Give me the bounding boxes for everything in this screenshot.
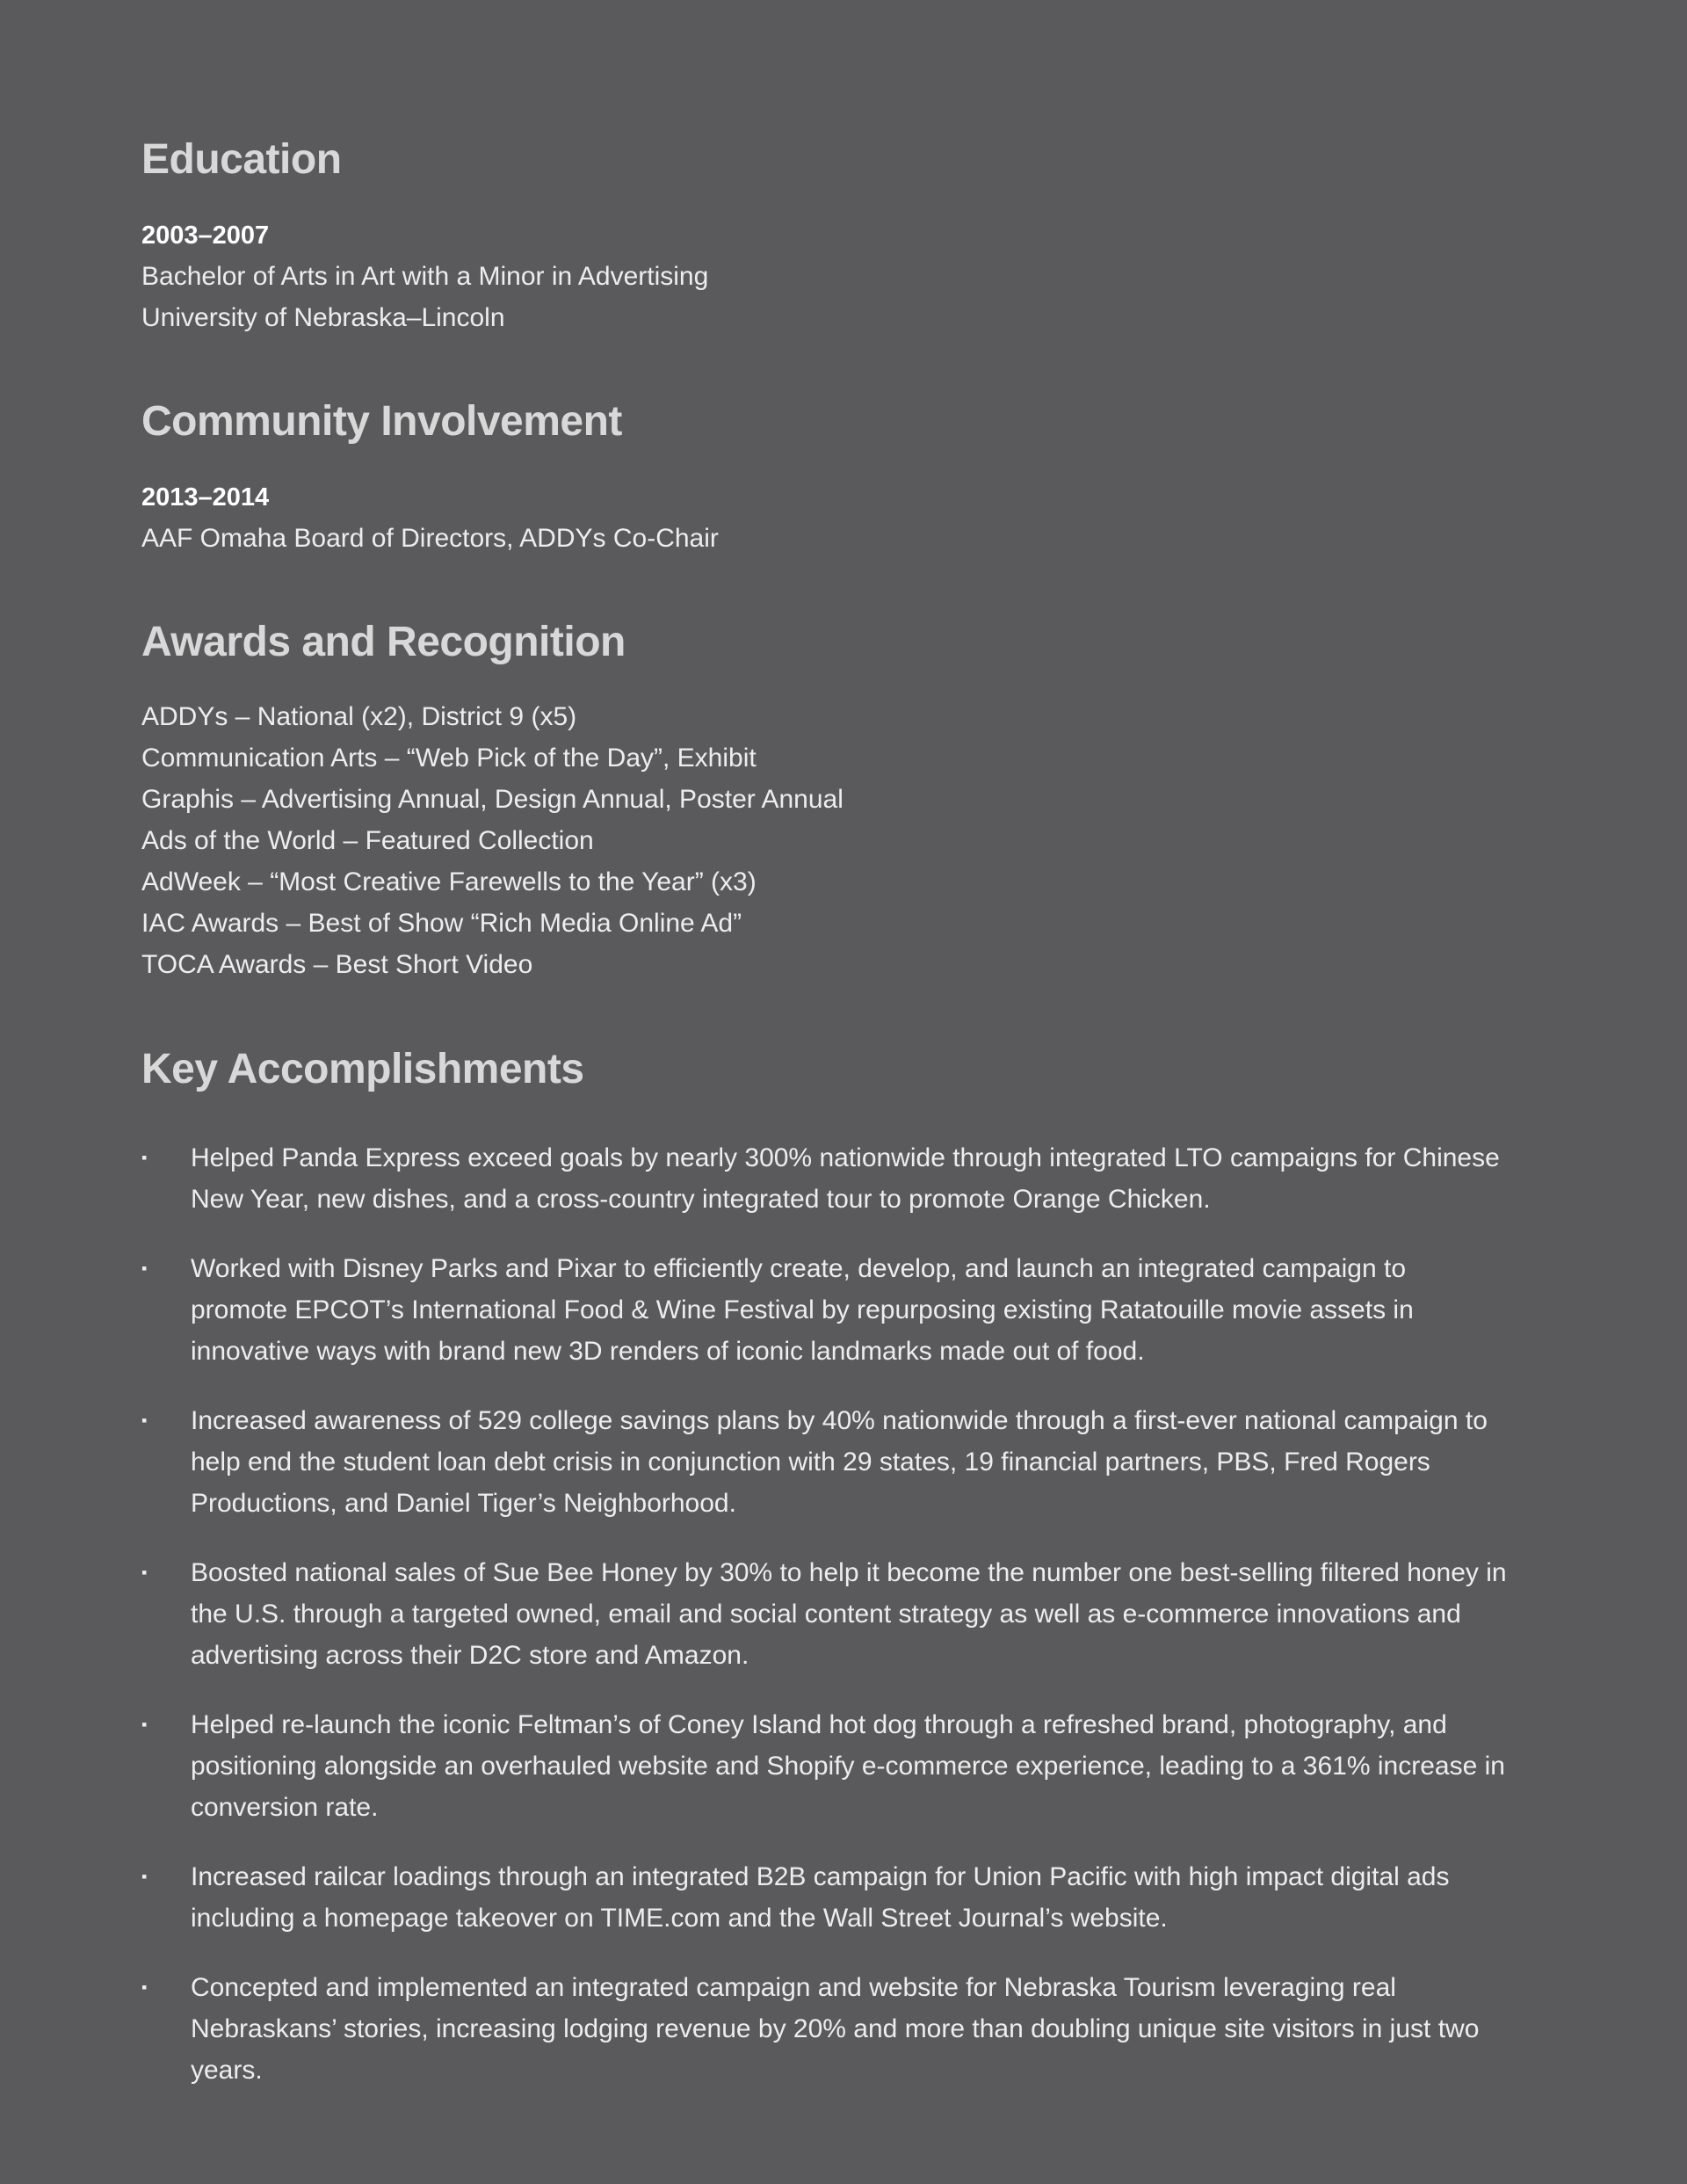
award-item: IAC Awards – Best of Show “Rich Media Online Ad” xyxy=(141,909,742,938)
education-school: University of Nebraska–Lincoln xyxy=(141,303,505,332)
accomplishment-text: Increased railcar loadings through an integrated B2B campaign for Union Pacific with high impact digital ads including a homepage takeover on TIME.com and the Wall Street Journal’s website. xyxy=(191,1862,1450,1933)
bullet-marker-icon: ▪ xyxy=(141,1411,148,1429)
awards-heading: Awards and Recognition xyxy=(141,619,626,665)
education-date: 2003–2007 xyxy=(141,221,270,250)
accomplishment-text: Helped re-launch the iconic Feltman’s of Coney Island hot dog through a refreshed brand, photography, and positioning alongside an overhauled website and Shopify e-commerce experience, leading to a 361% increase in conversion rate. xyxy=(191,1710,1505,1822)
bullet-marker-icon: ▪ xyxy=(141,1868,148,1885)
accomplishment-text: Worked with Disney Parks and Pixar to efficiently create, develop, and launch an integrated campaign to promote EPCOT’s International Food & Wine Festival by repurposing existing Ratatouille movie assets in innovative ways with brand new 3D renders of iconic landmarks made out of food. xyxy=(191,1254,1414,1366)
award-item: AdWeek – “Most Creative Farewells to the Year” (x3) xyxy=(141,867,757,896)
accomplishment-text: Concepted and implemented an integrated campaign and website for Nebraska Tourism leveraging real Nebraskans’ stories, increasing lodging revenue by 20% and more than doubling unique site visitors in just two years. xyxy=(191,1973,1480,2085)
award-item: Graphis – Advertising Annual, Design Annual, Poster Annual xyxy=(141,785,844,814)
community-date: 2013–2014 xyxy=(141,483,270,512)
community-heading: Community Involvement xyxy=(141,398,622,445)
education-degree: Bachelor of Arts in Art with a Minor in Advertising xyxy=(141,262,709,291)
award-item: ADDYs – National (x2), District 9 (x5) xyxy=(141,702,577,731)
community-role: AAF Omaha Board of Directors, ADDYs Co-Chair xyxy=(141,524,719,553)
bullet-marker-icon: ▪ xyxy=(141,1149,148,1166)
accomplishment-text: Increased awareness of 529 college savings plans by 40% nationwide through a first-ever national campaign to help end the student loan debt crisis in conjunction with 29 states, 19 financial partners, PBS, Fred Rogers Productions, and Daniel Tiger’s Neighborhood. xyxy=(191,1406,1488,1518)
accomplishment-text: Boosted national sales of Sue Bee Honey by 30% to help it become the number one best-selling filtered honey in the U.S. through a targeted owned, email and social content strategy as well as e-commerce innovations and advertising across their D2C store and Amazon. xyxy=(191,1558,1507,1670)
award-item: TOCA Awards – Best Short Video xyxy=(141,950,533,979)
education-heading: Education xyxy=(141,136,342,183)
bullet-marker-icon: ▪ xyxy=(141,1716,148,1733)
award-item: Communication Arts – “Web Pick of the Day”, Exhibit xyxy=(141,744,757,773)
bullet-marker-icon: ▪ xyxy=(141,1259,148,1277)
accomplishments-heading: Key Accomplishments xyxy=(141,1046,584,1092)
accomplishment-text: Helped Panda Express exceed goals by nearly 300% nationwide through integrated LTO campaigns for Chinese New Year, new dishes, and a cross-country integrated tour to promote Orange Chicken. xyxy=(191,1143,1500,1214)
award-item: Ads of the World – Featured Collection xyxy=(141,826,594,855)
bullet-marker-icon: ▪ xyxy=(141,1564,148,1581)
bullet-marker-icon: ▪ xyxy=(141,1978,148,1996)
